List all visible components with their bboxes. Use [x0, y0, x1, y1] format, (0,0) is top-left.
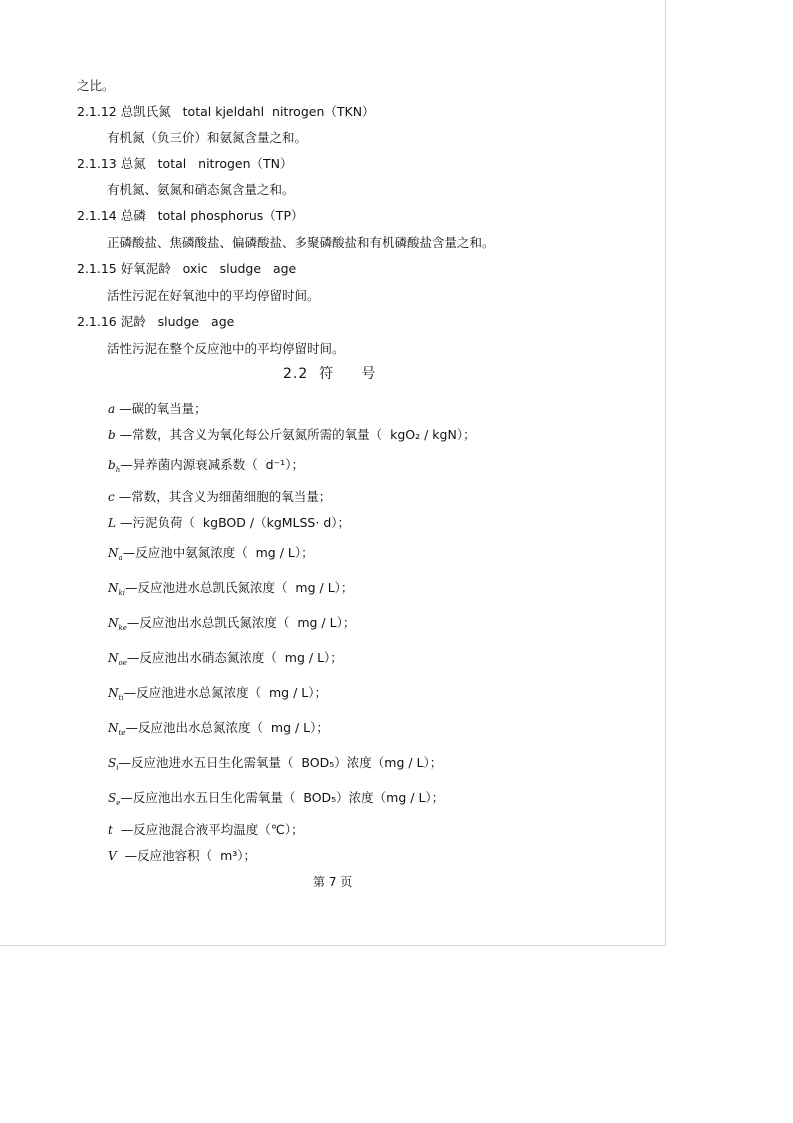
symbol-subscript: ki [118, 589, 125, 597]
symbol-row [108, 848, 256, 864]
symbol-description: —污泥负荷（ kgBOD /（kgMLSS· d）； [119, 515, 351, 530]
symbol-letter: N [108, 581, 119, 595]
symbol-row [108, 580, 353, 601]
symbol-row [108, 822, 304, 838]
symbol-subscript: te [118, 729, 126, 737]
symbol-letter: N [108, 651, 119, 665]
symbol-description: —反应池出水总凯氏氮浓度（ mg / L）； [126, 615, 356, 630]
symbol-row [108, 650, 343, 671]
symbol-subscript: ke [118, 624, 127, 632]
symbol-letter: c [108, 490, 115, 504]
symbol-subscript: ti [118, 694, 124, 702]
term-2-1-13: 2.1.13 总氮 total nitrogen（TN） [77, 156, 293, 171]
symbol-description: —常数，其含义为细菌细胞的氧当量； [118, 489, 332, 504]
symbol-subscript: h [115, 466, 121, 474]
definition-2-1-13: 有机氮、氨氮和硝态氮含量之和。 [107, 182, 295, 197]
symbol-letter: V [108, 849, 117, 863]
definition-2-1-14: 正磷酸盐、焦磷酸盐、偏磷酸盐、多聚磷酸盐和有机磷酸盐含量之和。 [107, 235, 495, 250]
symbol-row [108, 790, 444, 811]
symbol-description: —异养菌内源衰减系数（ d⁻¹）； [120, 457, 304, 472]
symbol-description: —反应池混合液平均温度（℃）； [120, 822, 304, 837]
term-2-1-16: 2.1.16 泥龄 sludge age [77, 314, 235, 329]
symbol-subscript: a [118, 554, 123, 562]
symbol-row [108, 427, 476, 443]
symbol-letter: N [108, 546, 119, 560]
symbol-description: —常数，其含义为氧化每公斤氨氮所需的氧量（ kgO₂ / kgN）； [119, 427, 476, 442]
symbol-letter: N [108, 686, 119, 700]
symbol-description: —碳的氧当量； [119, 401, 207, 416]
symbol-letter: b [108, 428, 116, 442]
symbol-letter: a [108, 402, 116, 416]
symbol-description: —反应池进水五日生化需氧量（ BOD₅）浓度（mg / L）； [118, 755, 443, 770]
definition-2-1-16: 活性污泥在整个反应池中的平均停留时间。 [107, 341, 345, 356]
symbol-letter: N [108, 616, 119, 630]
section-heading-symbols: 2.2 符 号 [283, 366, 377, 382]
symbol-description: —反应池容积（ m³）； [124, 848, 257, 863]
symbol-description: —反应池出水硝态氮浓度（ mg / L）； [126, 650, 343, 665]
symbol-row [108, 457, 304, 478]
text-line-continuation: 之比。 [77, 78, 115, 93]
symbol-row [108, 401, 207, 417]
symbol-letter: S [108, 791, 117, 805]
symbol-row [108, 545, 314, 566]
symbol-description: —反应池出水总氮浓度（ mg / L）； [125, 720, 329, 735]
page-number: 第 7 页 [313, 875, 353, 889]
symbol-row [108, 515, 350, 531]
symbol-subscript: oe [118, 659, 127, 667]
symbol-letter: S [108, 756, 117, 770]
definition-2-1-12: 有机氮（负三价）和氨氮含量之和。 [107, 130, 308, 145]
symbol-letter: t [108, 823, 113, 837]
symbol-description: —反应池进水总凯氏氮浓度（ mg / L）； [124, 580, 354, 595]
term-2-1-14: 2.1.14 总磷 total phosphorus（TP） [77, 208, 304, 223]
term-2-1-12: 2.1.12 总凯氏氮 total kjeldahl nitrogen（TKN） [77, 104, 375, 119]
symbol-description: —反应池出水五日生化需氧量（ BOD₅）浓度（mg / L）； [120, 790, 445, 805]
symbol-description: —反应池中氨氮浓度（ mg / L）； [122, 545, 314, 560]
symbol-letter: N [108, 721, 119, 735]
symbol-subscript: e [116, 799, 121, 807]
symbol-row [108, 615, 355, 636]
symbol-row [108, 720, 329, 741]
symbol-letter: b [108, 458, 116, 472]
term-2-1-15: 2.1.15 好氧泥龄 oxic sludge age [77, 261, 297, 276]
symbol-subscript: i [116, 764, 119, 772]
definition-2-1-15: 活性污泥在好氧池中的平均停留时间。 [107, 288, 320, 303]
symbol-description: —反应池进水总氮浓度（ mg / L）； [123, 685, 327, 700]
symbol-row [108, 489, 331, 505]
symbol-letter: L [108, 516, 116, 530]
symbol-row [108, 755, 442, 776]
symbol-row [108, 685, 327, 706]
